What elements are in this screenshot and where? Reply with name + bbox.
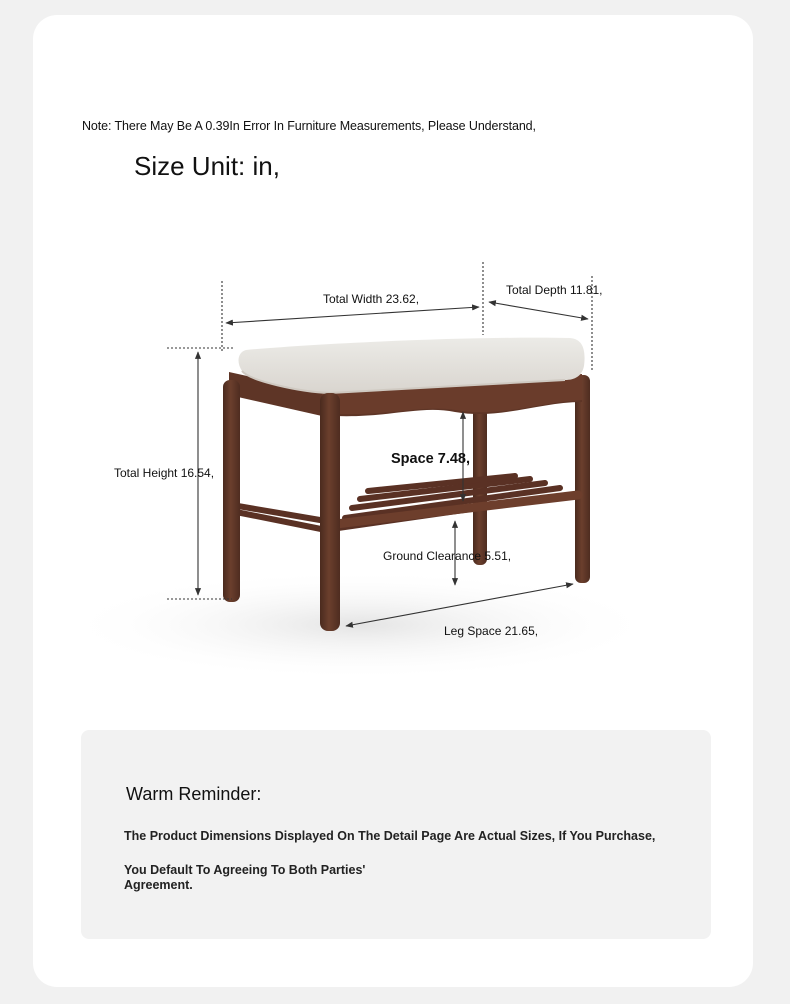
total-height-label: Total Height 16.54, [114, 466, 215, 480]
warm-reminder-text-line1: The Product Dimensions Displayed On The Detail Page Are Actual Sizes, If You Purchase, [124, 829, 656, 843]
warm-reminder-box [81, 730, 711, 939]
size-unit-heading: Size Unit: in, [134, 151, 280, 181]
measurement-note: Note: There May Be A 0.39In Error In Furniture Measurements, Please Understand, [82, 119, 536, 133]
back-right-leg [575, 375, 590, 583]
floor-shadow [60, 570, 660, 680]
ground-clearance-label: Ground Clearance 5.51, [383, 549, 512, 563]
warm-reminder-text-line2: You Default To Agreeing To Both Parties' Agreement. [124, 863, 366, 892]
leg-space-label: Leg Space 21.65, [444, 624, 539, 638]
warm-reminder-title: Warm Reminder: [126, 784, 262, 804]
front-right-leg [320, 393, 340, 631]
front-left-leg [223, 380, 240, 602]
space-label: Space 7.48, [391, 451, 470, 467]
total-depth-label: Total Depth 11.81, [506, 283, 603, 297]
total-width-label: Total Width 23.62, [323, 292, 420, 306]
